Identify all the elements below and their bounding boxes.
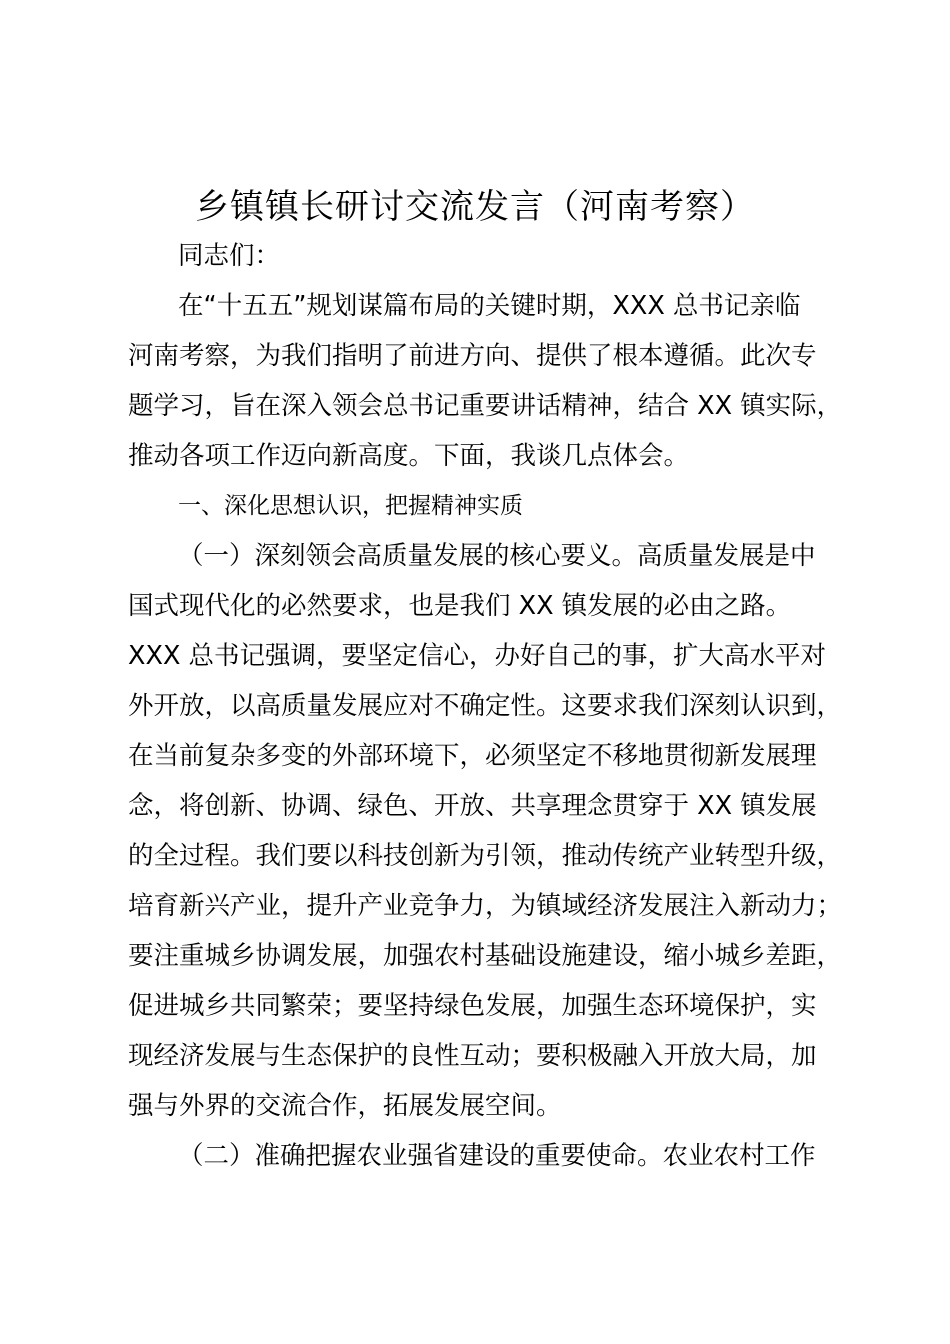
paragraph-line: 国式现代化的必然要求，也是我们 XX 镇发展的必由之路。 xyxy=(128,591,792,621)
paragraph-line: 外开放，以高质量发展应对不确定性。这要求我们深刻认识到， xyxy=(128,691,843,721)
paragraph-line: 在当前复杂多变的外部环境下，必须坚定不移地贯彻新发展理 xyxy=(128,741,817,771)
paragraph-line: （一）深刻领会高质量发展的核心要义。高质量发展是中 xyxy=(178,541,816,571)
paragraph-line: 在“十五五”规划谋篇布局的关键时期，XXX 总书记亲临 xyxy=(178,291,801,321)
document-title: 乡镇镇长研讨交流发言（河南考察） xyxy=(195,187,755,227)
greeting: 同志们： xyxy=(178,241,281,271)
paragraph-line: 现经济发展与生态保护的良性互动；要积极融入开放大局，加 xyxy=(128,1041,817,1071)
paragraph-line: 要注重城乡协调发展，加强农村基础设施建设，缩小城乡差距， xyxy=(128,941,843,971)
paragraph-line: 念，将创新、协调、绿色、开放、共享理念贯穿于 XX 镇发展 xyxy=(128,791,817,821)
section-heading: 一、深化思想认识，把握精神实质 xyxy=(178,493,523,519)
paragraph-line: 强与外界的交流合作，拓展发展空间。 xyxy=(128,1091,562,1121)
paragraph-line: XXX 总书记强调，要坚定信心，办好自己的事，扩大高水平对 xyxy=(128,641,827,671)
paragraph-line: 的全过程。我们要以科技创新为引领，推动传统产业转型升级， xyxy=(128,841,843,871)
paragraph-line: 推动各项工作迈向新高度。下面，我谈几点体会。 xyxy=(128,441,690,471)
paragraph-line: 培育新兴产业，提升产业竞争力，为镇域经济发展注入新动力； xyxy=(128,891,843,921)
paragraph-line: （二）准确把握农业强省建设的重要使命。农业农村工作 xyxy=(178,1141,816,1171)
paragraph-line: 促进城乡共同繁荣；要坚持绿色发展，加强生态环境保护，实 xyxy=(128,991,817,1021)
paragraph-line: 题学习，旨在深入领会总书记重要讲话精神，结合 XX 镇实际， xyxy=(128,391,843,421)
paragraph-line: 河南考察，为我们指明了前进方向、提供了根本遵循。此次专 xyxy=(128,341,817,371)
